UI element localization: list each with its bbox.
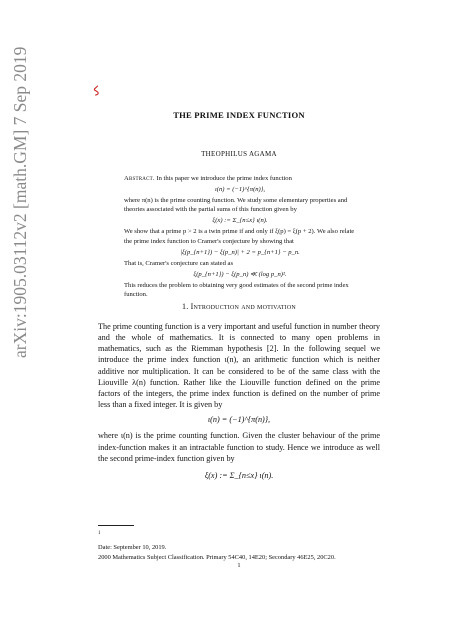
abstract-that-is: That is, Cramer's conjecture can stated as (124, 259, 234, 267)
body-paragraph-1: The prime counting function is a very important and useful function in number theory and the whole of mathematics. It is connected to many open problems in mathematics, such as the Riemman hypothesis [2]. In the following sequel we introduce the prime index function ι(n), an arithmetic function which is neither additive nor multiplication. It can be considered to be of the same class with the Liouville λ(n) function. Rather like the Liouville function defined on the prime factors of the integers, the prime index function is defined on the number of prime less than a fixed integer. It is given by (98, 322, 380, 410)
abstract-equation-1: ι(n) = (−1)^{π(n)}, (214, 186, 266, 194)
arxiv-identifier-stamp (4, 0, 34, 362)
section-body (98, 321, 380, 487)
abstract-equation-4: ξ(p_{n+1}) − ξ(p_n) ≪ (log p_n)². (193, 270, 287, 278)
footnote-block (98, 530, 380, 562)
scribble-mark-icon: ﮐ (91, 83, 102, 99)
section-heading (98, 302, 380, 313)
page-number: 1 (237, 562, 241, 569)
paper-title: THE PRIME INDEX FUNCTION (173, 110, 305, 120)
abstract-twin-prime: We show that a prime p > 2 is a twin prime if and only if ξ(p) = ξ(p + 2). We also relate the prime index function to Cramer's conjecture by showing that (124, 228, 355, 245)
body-equation-1: ι(n) = (−1)^{π(n)}, (207, 415, 271, 425)
abstract-closing: This reduces the problem to obtaining very good estimates of the second prime index function. (124, 281, 349, 299)
footnote-date: Date: September 10, 2019. (98, 544, 167, 552)
arxiv-identifier-text: arXiv:1905.03112v2 [math.GM] 7 Sep 2019 (10, 46, 30, 358)
abstract-intro-text: In this paper we introduce the prime index function (156, 175, 292, 182)
section-title: Introduction and motivation (190, 302, 296, 311)
footnote-rule (98, 525, 134, 526)
footnote-classification: 2000 Mathematics Subject Classification. Primary 54C40, 14E20; Secondary 46E25, 20C20. (98, 553, 336, 561)
body-equation-2: ξ(x) := Σ_{n≤x} ι(n). (204, 470, 274, 480)
abstract-equation-3: |ξ(p_{n+1}) − ξ(p_n)| + 2 = p_{n+1} − p_n. (180, 248, 300, 256)
abstract-equation-2: ξ(x) := Σ_{n≤x} ι(n). (212, 217, 268, 225)
paper-author: THEOPHILUS AGAMA (201, 150, 277, 158)
abstract-after-eq1: where π(n) is the prime counting function. We study some elementary properties and theories associated with the partial sums of this function given by (124, 197, 348, 214)
paper-page (98, 0, 380, 632)
footnote-marker: 1 (98, 531, 101, 536)
section-number: 1. (182, 302, 189, 311)
abstract-block (124, 174, 356, 299)
abstract-label: Abstract. (124, 175, 155, 182)
abstract-intro (124, 174, 356, 183)
body-paragraph-2: where ι(n) is the prime counting function. Given the cluster behaviour of the prime index-function makes it an intractable function to study. Hence we introduce as well the second prime-index function given by (98, 431, 380, 463)
